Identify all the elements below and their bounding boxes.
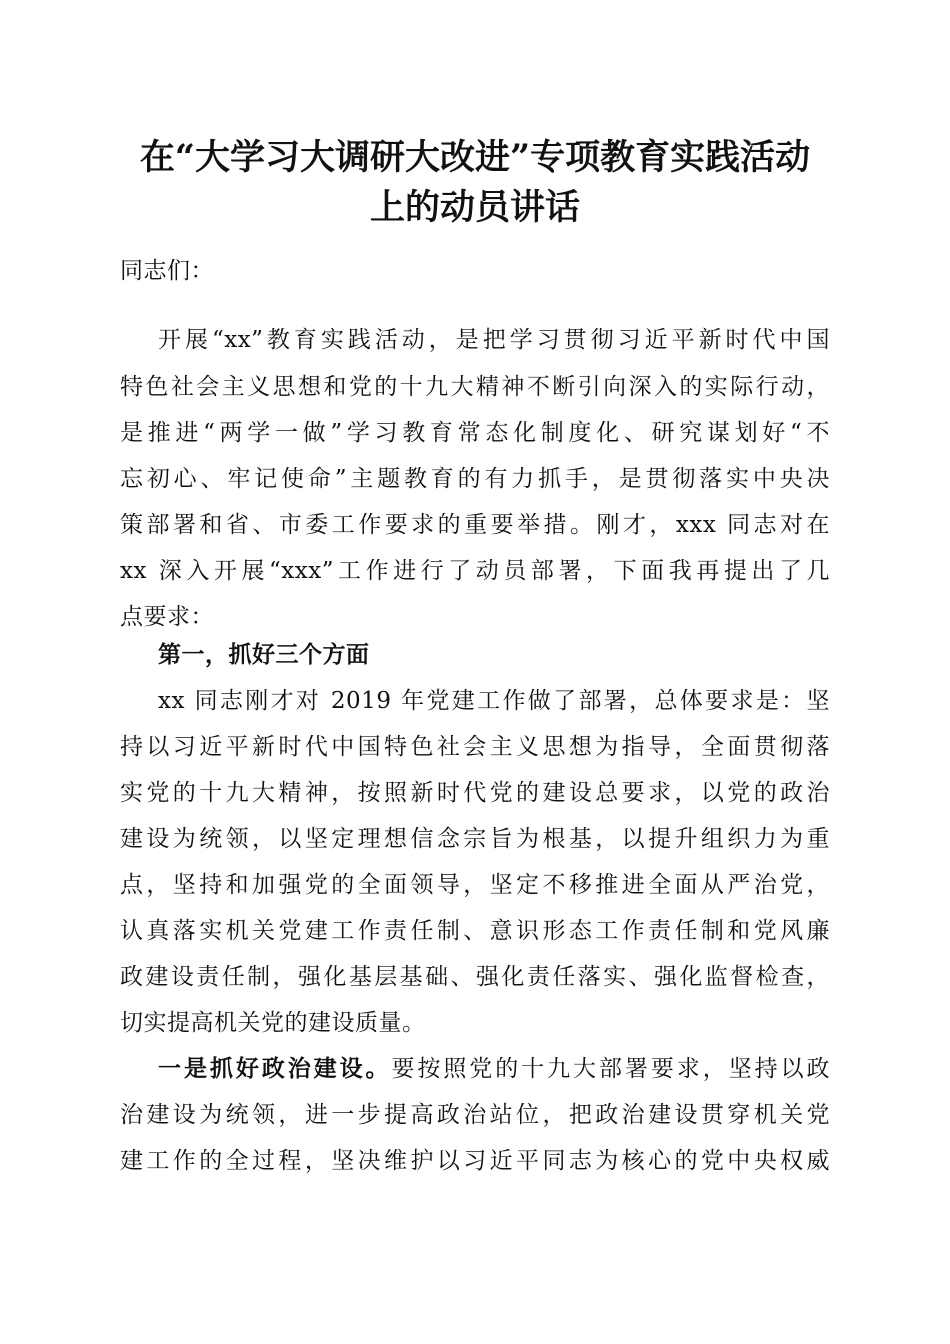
paragraph-3-first-line xyxy=(158,1052,830,1086)
paragraph-3-line: 建工作的全过程，坚决维护以习近平同志为核心的党中央权威 xyxy=(120,1148,830,1174)
paragraph-1-line: 点要求： xyxy=(120,604,214,630)
paragraph-3-first-rest: 要按照党的十九大部署要求，坚持以政 xyxy=(391,1056,831,1082)
paragraph-1-line: 忘初心、牢记使命”主题教育的有力抓手，是贯彻落实中央决 xyxy=(120,466,830,492)
paragraph-2-line: 实党的十九大精神，按照新时代党的建设总要求，以党的政治 xyxy=(120,780,830,806)
paragraph-2-line: 持以习近平新时代中国特色社会主义思想为指导，全面贯彻落 xyxy=(120,734,830,760)
paragraph-2-line: 建设为统领，以坚定理想信念宗旨为根基，以提升组织力为重 xyxy=(120,826,830,852)
section-heading: 第一，抓好三个方面 xyxy=(158,641,370,668)
paragraph-1-line: xx 深入开展“xxx”工作进行了动员部署，下面我再提出了几 xyxy=(120,558,830,584)
paragraph-3-line: 治建设为统领，进一步提高政治站位，把政治建设贯穿机关党 xyxy=(120,1102,830,1128)
paragraph-2-line: 政建设责任制，强化基层基础、强化责任落实、强化监督检查， xyxy=(120,964,830,990)
document-title-line-2: 上的动员讲话 xyxy=(369,187,580,228)
paragraph-1-line: 开展“xx”教育实践活动，是把学习贯彻习近平新时代中国 xyxy=(158,327,830,353)
document-title-line-1: 在“大学习大调研大改进”专项教育实践活动 xyxy=(139,137,811,178)
paragraph-1-line: 特色社会主义思想和党的十九大精神不断引向深入的实际行动， xyxy=(120,374,830,400)
paragraph-2-line: 切实提高机关党的建设质量。 xyxy=(120,1010,426,1036)
paragraph-1-line: 是推进“两学一做”学习教育常态化制度化、研究谋划好“不 xyxy=(120,420,830,446)
paragraph-2-line: xx 同志刚才对 2019 年党建工作做了部署，总体要求是：坚 xyxy=(158,688,830,714)
paragraph-2-line: 认真落实机关党建工作责任制、意识形态工作责任制和党风廉 xyxy=(120,918,830,944)
paragraph-2-line: 点，坚持和加强党的全面领导，坚定不移推进全面从严治党， xyxy=(120,872,830,898)
paragraph-3-lead: 一是抓好政治建设。 xyxy=(158,1055,392,1082)
salutation: 同志们： xyxy=(120,258,214,284)
paragraph-1-line: 策部署和省、市委工作要求的重要举措。刚才，xxx 同志对在 xyxy=(120,512,830,538)
